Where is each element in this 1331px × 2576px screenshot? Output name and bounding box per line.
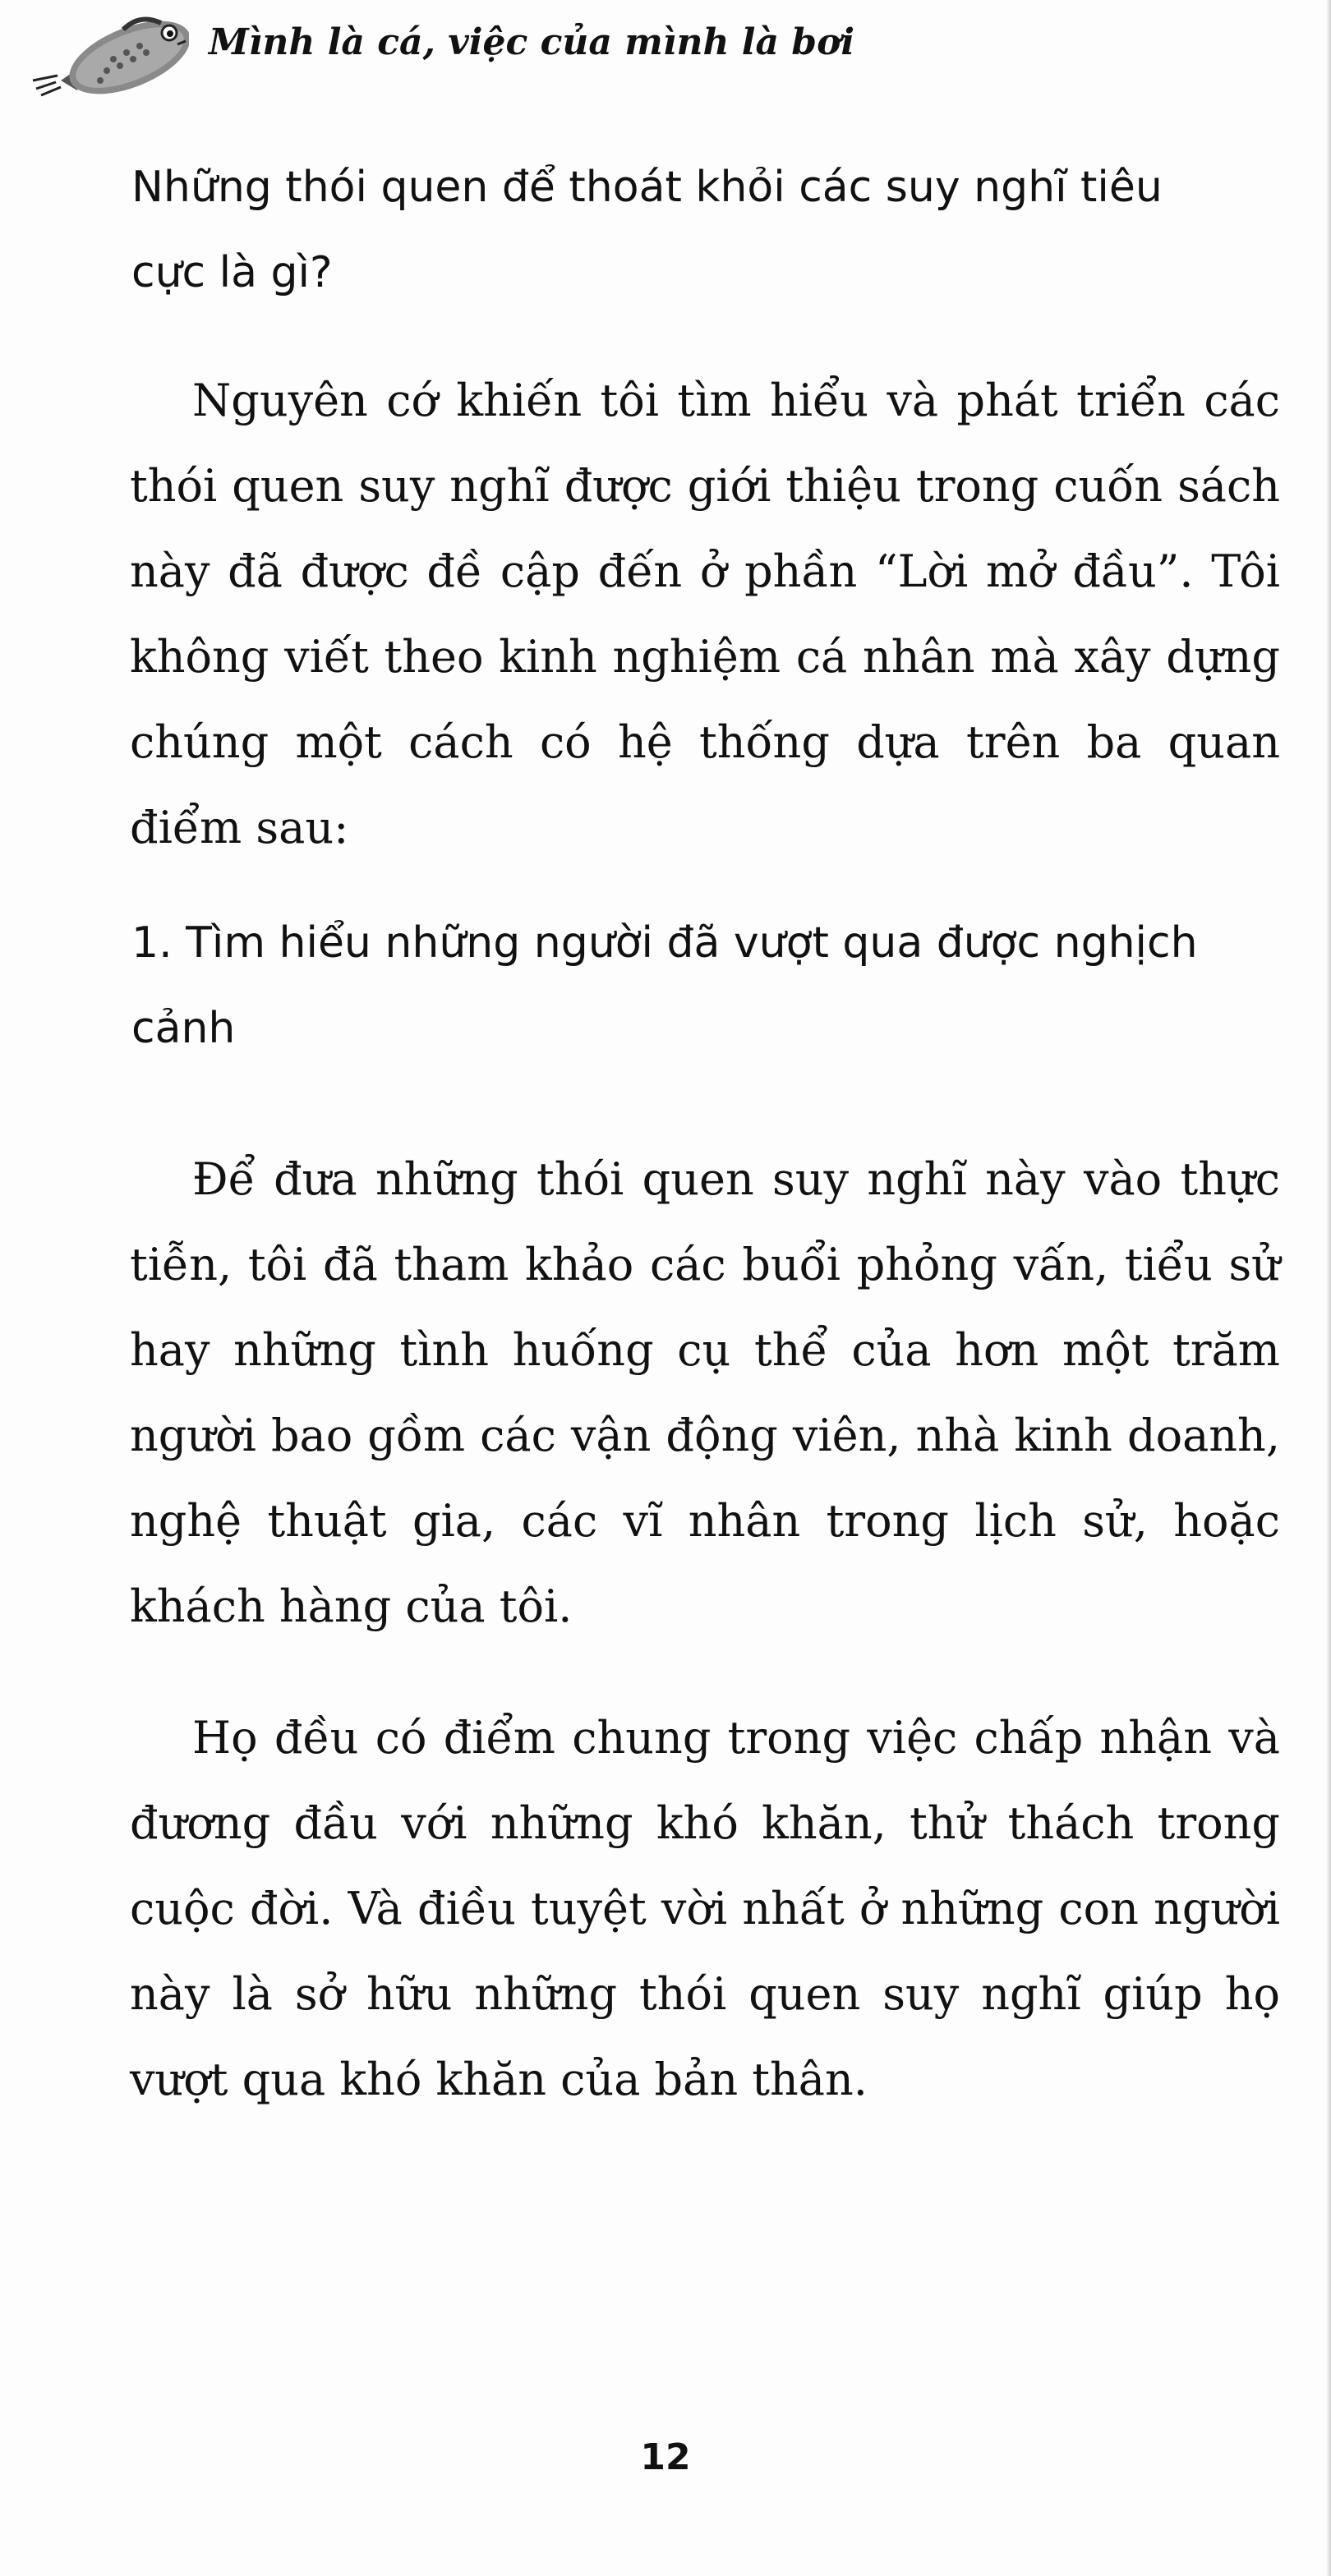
subsection-heading: 1. Tìm hiểu những người đã vượt qua được nghịch cảnh xyxy=(131,918,1198,1053)
running-head-title: Mình là cá, việc của mình là bơi xyxy=(209,21,855,63)
body-paragraph: Nguyên cớ khiến tôi tìm hiểu và phát triển các thói quen suy nghĩ được giới thiệu trong cuốn sách này đã được đề cập đến ở phần “Lời mở đầu”. Tôi không viết theo kinh nghiệm cá nhân mà xây dựng chúng một cách có hệ thống dựa trên ba quan điểm sau: xyxy=(130,375,1280,853)
body-paragraph: Để đưa những thói quen suy nghĩ này vào thực tiễn, tôi đã tham khảo các buổi phỏng vấn, tiểu sử hay những tình huống cụ thể của hơn một trăm người bao gồm các vận động viên, nhà kinh doanh, nghệ thuật gia, các vĩ nhân trong lịch sử, hoặc khách hàng của tôi. xyxy=(130,1153,1280,1632)
page-number: 12 xyxy=(640,2436,691,2478)
body-paragraph: Họ đều có điểm chung trong việc chấp nhận và đương đầu với những khó khăn, thử thách trong cuộc đời. Và điều tuyệt vời nhất ở những con người này là sở hữu những thói quen suy nghĩ giúp họ vượt qua khó khăn của bản thân. xyxy=(130,1712,1280,2105)
fish-icon xyxy=(25,8,189,107)
running-header xyxy=(25,8,1011,107)
page-edge-shadow xyxy=(1326,0,1331,2576)
section-heading: Những thói quen để thoát khỏi các suy nghĩ tiêu cực là gì? xyxy=(131,163,1163,297)
